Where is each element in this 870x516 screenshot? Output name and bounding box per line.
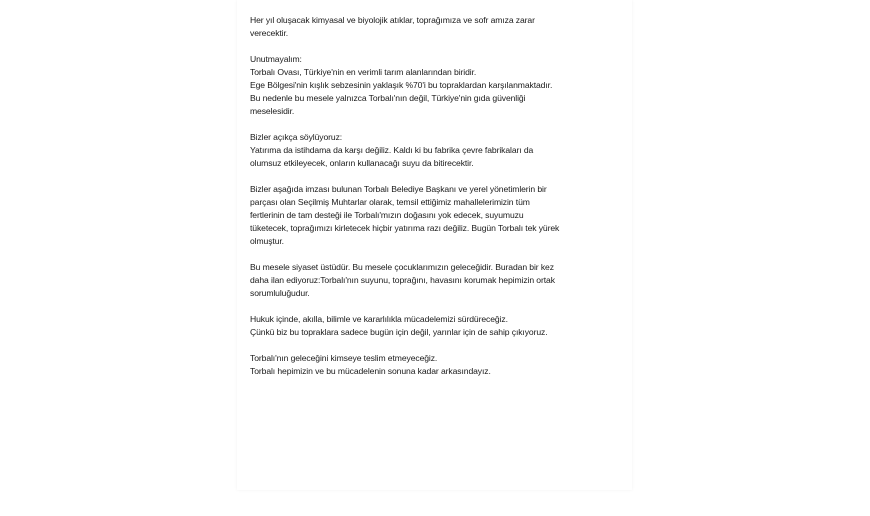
text-line: Ege Bölgesi'nin kışlık sebzesinin yaklaşık %70'i bu topraklardan karşılanmaktadır.	[250, 80, 553, 90]
paragraph-1	[250, 14, 630, 40]
text-line: Her yıl oluşacak kimyasal ve biyolojik atıklar, toprağımıza ve sofr amıza zarar	[250, 15, 535, 25]
paragraph-4	[250, 183, 630, 248]
paragraph-spacer	[250, 248, 630, 261]
text-line: olumsuz etkileyecek, onların kullanacağı suyu da bitirecektir.	[250, 158, 474, 168]
text-line: Unutmayalım:	[250, 54, 302, 64]
text-line: sorumluluğudur.	[250, 288, 310, 298]
paragraph-3	[250, 131, 630, 170]
paragraph-spacer	[250, 170, 630, 183]
document-body	[250, 14, 630, 378]
text-line: Çünkü biz bu topraklara sadece bugün için değil, yarınlar için de sahip çıkıyoruz.	[250, 327, 548, 337]
paragraph-5	[250, 261, 630, 300]
text-line: olmuştur.	[250, 236, 284, 246]
text-line: Bu nedenle bu mesele yalnızca Torbalı'nın değil, Türkiye'nin gıda güvenliği	[250, 93, 526, 103]
paragraph-spacer	[250, 118, 630, 131]
text-line: fertlerinin de tam desteği ile Torbalı'mızın doğasını yok edecek, suyumuzu	[250, 210, 524, 220]
text-line: Bu mesele siyaset üstüdür. Bu mesele çocuklarımızın geleceğidir. Buradan bir kez	[250, 262, 554, 272]
text-line: daha ilan ediyoruz:Torbalı'nın suyunu, toprağını, havasını korumak hepimizin ortak	[250, 275, 555, 285]
text-line: meselesidir.	[250, 106, 295, 116]
paragraph-spacer	[250, 300, 630, 313]
text-line: verecektir.	[250, 28, 289, 38]
text-line: Torbalı hepimizin ve bu mücadelenin sonuna kadar arkasındayız.	[250, 366, 491, 376]
paragraph-spacer	[250, 339, 630, 352]
text-line: parçası olan Seçilmiş Muhtarlar olarak, temsil ettiğimiz mahallelerimizin tüm	[250, 197, 530, 207]
text-line: Bizler açıkça söylüyoruz:	[250, 132, 343, 142]
paragraph-2	[250, 53, 630, 118]
text-line: Bizler aşağıda imzası bulunan Torbalı Belediye Başkanı ve yerel yönetimlerin bir	[250, 184, 547, 194]
paragraph-6	[250, 313, 630, 339]
text-line: Yatırıma da istihdama da karşı değiliz. Kaldı ki bu fabrika çevre fabrikaları da	[250, 145, 534, 155]
text-line: Torbalı'nın geleceğini kimseye teslim etmeyeceğiz.	[250, 353, 438, 363]
text-line: tüketecek, toprağımızı kirletecek hiçbir yatırıma razı değiliz. Bugün Torbalı tek yürek	[250, 223, 560, 233]
paragraph-7	[250, 352, 630, 378]
text-line: Torbalı Ovası, Türkiye'nin en verimli tarım alanlarından biridir.	[250, 67, 477, 77]
paragraph-spacer	[250, 40, 630, 53]
document-page	[237, 0, 632, 490]
text-line: Hukuk içinde, akılla, bilimle ve kararlılıkla mücadelemizi sürdüreceğiz.	[250, 314, 508, 324]
